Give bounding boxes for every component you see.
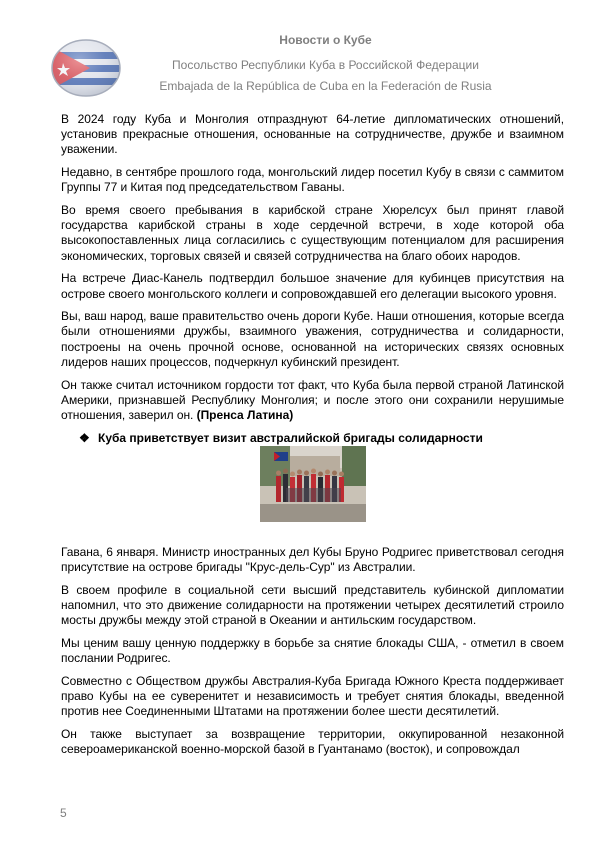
embassy-name-es: Embajada de la República de Cuba en la Federación de Rusia bbox=[159, 79, 492, 93]
article1-paragraph-1: В 2024 году Куба и Монголия отпразднуют 64-летие дипломатических отношений, установив прекрасные отношения, основанные на сотрудничестве, дружбе и взаимном уважении. bbox=[61, 112, 564, 157]
article1-source: (Пренса Латина) bbox=[196, 407, 294, 422]
newsletter-title: Новости о Кубе bbox=[279, 33, 372, 47]
article2-paragraph-3: Мы ценим вашу ценную поддержку в борьбе за снятие блокады США, - отметил в своем послании Родригес. bbox=[61, 635, 564, 665]
article2-heading bbox=[61, 431, 564, 446]
page-number: 5 bbox=[60, 806, 67, 820]
group-photo-image bbox=[260, 446, 366, 522]
article1-paragraph-6-text: Он также считал источником гордости тот факт, что Куба была первой страной Латинской Америки, признавшей Республику Монголия; и после этого они сохранили нерушимые отношения, заверил он. bbox=[61, 377, 564, 422]
article1-paragraph-2: Недавно, в сентябре прошлого года, монгольский лидер посетил Кубу в связи с саммитом Группы 77 и Китая под председательством Гаваны. bbox=[61, 165, 564, 195]
article2-heading-text: Куба приветствует визит австралийской бригады солидарности bbox=[98, 430, 483, 445]
article1-paragraph-5: Вы, ваш народ, ваше правительство очень дороги Кубе. Наши отношения, которые всегда были отношениями дружбы, взаимного уважения, сотрудничества и солидарности, построены на очень прочной основе, основанной на исторических связях основных лидеров наших процессов, подчеркнул кубинский президент. bbox=[61, 309, 564, 369]
article1-paragraph-4: На встрече Диас-Канель подтвердил большое значение для кубинцев присутствия на острове своего монгольского коллеги и сопровождавшей его делегации высокого уровня. bbox=[61, 271, 564, 301]
article1-paragraph-6 bbox=[61, 378, 564, 424]
page-header bbox=[0, 0, 611, 105]
page-content bbox=[61, 112, 564, 765]
embassy-name-ru: Посольство Республики Куба в Российской Федерации bbox=[172, 58, 479, 72]
article2-paragraph-1: Гавана, 6 января. Министр иностранных дел Кубы Бруно Родригес приветствовал сегодня присутствие на острове бригады "Крус-дель-Сур" из Австралии. bbox=[61, 544, 564, 574]
article1-paragraph-3: Во время своего пребывания в карибской стране Хюрелсух был принят главой государства карибской страны в ходе сердечной встречи, в ходе которой оба высокопоставленных лица согласились с существующим потенциалом для расширения экономических, торговых связей и связей сотрудничества на благо обоих народов. bbox=[61, 203, 564, 263]
diamond-bullet-icon: ❖ bbox=[79, 430, 90, 445]
article2-paragraph-4: Совместно с Обществом дружбы Австралия-Куба Бригада Южного Креста поддерживает право Кубы на ее суверенитет и независимость и требует снятия блокады, введенной против нее Соединенными Штатами на протяжении более шести десятилетий. bbox=[61, 673, 564, 718]
article2-paragraph-5: Он также выступает за возвращение территории, оккупированной незаконной североамериканской военно-морской базой в Гуантанамо (восток), и сопровождал bbox=[61, 726, 564, 756]
article2-paragraph-2: В своем профиле в социальной сети высший представитель кубинской дипломатии напомнил, что это движение солидарности на протяжении четырех десятилетий строило мосты дружбы между этой страной в Океании и антильским государством. bbox=[61, 582, 564, 627]
